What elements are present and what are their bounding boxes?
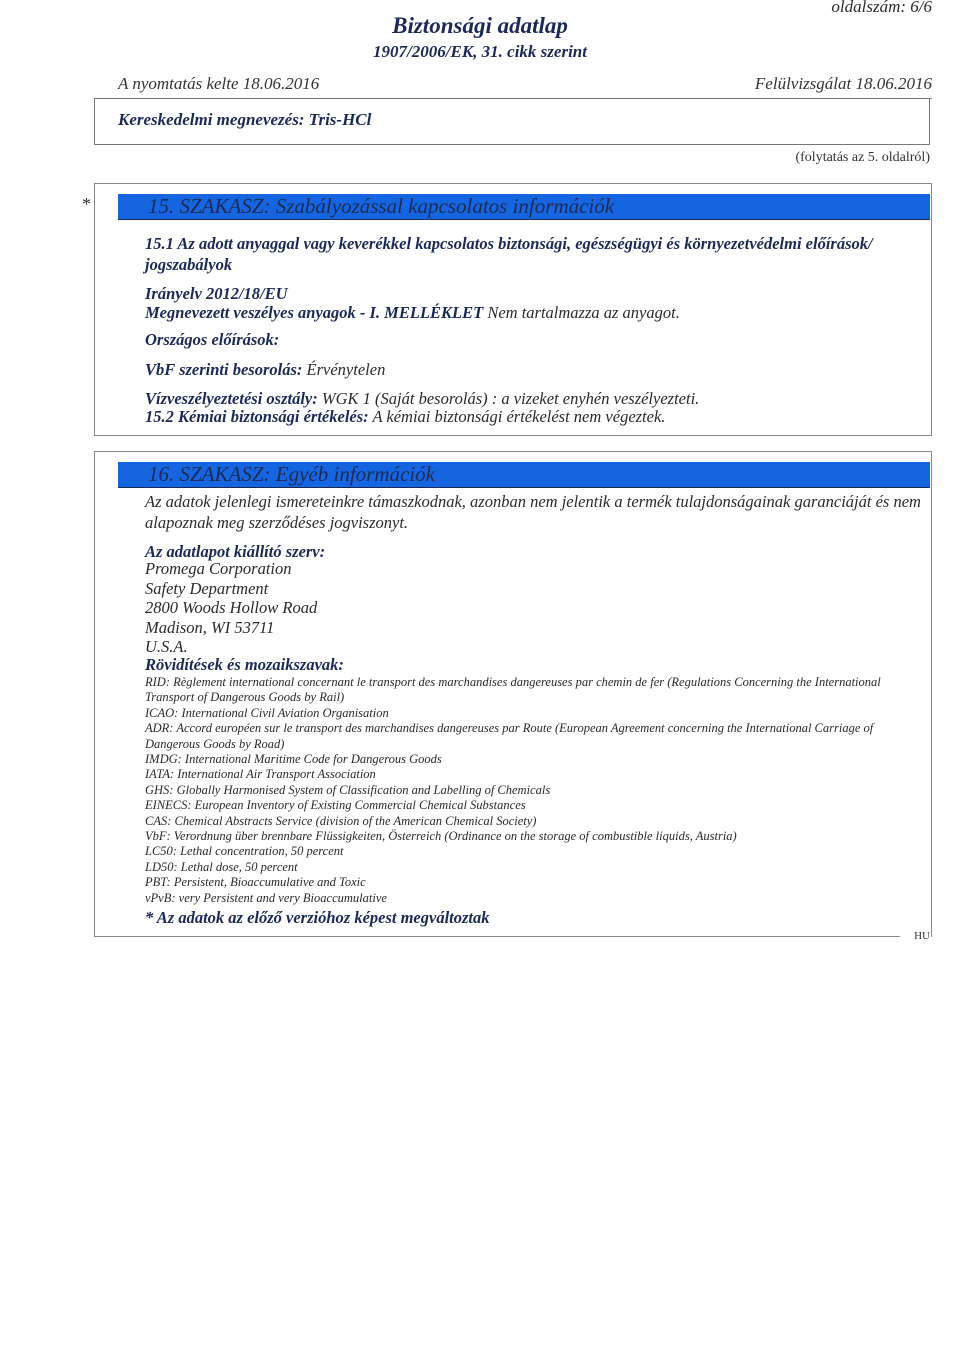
abbreviation-item: GHS: Globally Harmonised System of Classification and Labelling of Chemicals [145, 782, 551, 797]
named-substances-value: Nem tartalmazza az anyagot. [487, 303, 680, 322]
abbreviation-item: EINECS: European Inventory of Existing Commercial Chemical Substances [145, 798, 526, 813]
document-title: Biztonsági adatlap [392, 13, 568, 38]
named-substances-label: Megnevezett veszélyes anyagok - I. MELLÉKLET [145, 303, 484, 322]
document-subtitle: 1907/2006/EK, 31. cikk szerint [373, 42, 587, 61]
abbreviation-item: VbF: Verordnung über brennbare Flüssigkeiten, Österreich (Ordinance on the storage of combustible liquids, Austria) [145, 829, 737, 844]
issuer-heading: Az adatlapot kiállító szerv: [145, 542, 326, 561]
section-15-1-heading: 15.1 Az adott anyaggal vagy keverékkel kapcsolatos biztonsági, egészségügyi és környezetvédelmi előírások/ jogszabályok [145, 234, 873, 274]
csa-value: A kémiai biztonsági értékelést nem végeztek. [372, 407, 666, 426]
page-number: oldalszám: 6/6 [831, 0, 932, 16]
wgk-label: Vízveszélyeztetési osztály: [145, 389, 318, 408]
abbreviation-item: ADR: Accord européen sur le transport des marchandises dangereuses par Route (European Agreement concerning the International Carriage of Dangerous Goods by Road) [145, 721, 874, 751]
abbreviation-item: IATA: International Air Transport Association [145, 767, 376, 782]
abbreviation-item: CAS: Chemical Abstracts Service (division of the American Chemical Society) [145, 813, 537, 828]
vbf-label: VbF szerinti besorolás: [145, 360, 303, 379]
section-16-title: 16. SZAKASZ: Egyéb információk [148, 462, 435, 486]
trade-name: Kereskedelmi megnevezés: Tris-HCl [118, 110, 372, 129]
issuer-line: U.S.A. [145, 637, 188, 656]
named-substances-row [145, 302, 930, 323]
print-date: A nyomtatás kelte 18.06.2016 [118, 74, 320, 93]
vbf-value: Érvénytelen [306, 360, 386, 379]
abbreviations-heading: Rövidítések és mozaikszavak: [145, 655, 344, 674]
abbreviation-item: PBT: Persistent, Bioaccumulative and Toxic [145, 875, 366, 890]
issuer-line: Promega Corporation [145, 559, 292, 578]
abbreviation-item: IMDG: International Maritime Code for Dangerous Goods [145, 752, 442, 767]
language-code: HU [914, 930, 930, 942]
csa-row [145, 406, 930, 427]
abbreviation-item: vPvB: very Persistent and very Bioaccumulative [145, 890, 387, 905]
wgk-value: WGK 1 (Saját besorolás) : a vizeket enyhén veszélyezteti. [321, 389, 700, 408]
revision-date: Felülvizsgálat 18.06.2016 [754, 74, 932, 93]
abbreviation-item: LD50: Lethal dose, 50 percent [145, 859, 298, 874]
footer-divider [94, 936, 900, 937]
abbreviation-item: ICAO: International Civil Aviation Organisation [145, 705, 389, 720]
abbreviation-item: RID: Règlement international concernant le transport des marchandises dangereuses par chemin de fer (Regulations Concerning the International Transport of Dangerous Goods by Rail) [145, 675, 881, 705]
abbreviations-list [145, 675, 930, 906]
issuer-line: Madison, WI 53711 [145, 617, 275, 637]
issuer-address [145, 559, 930, 657]
abbreviation-item: LC50: Lethal concentration, 50 percent [145, 844, 344, 859]
disclaimer-text: Az adatok jelenlegi ismereteinkre támaszkodnak, azonban nem jelentik a termék tulajdonságainak garanciáját és nem alapoznak meg szerződéses jogviszonyt. [145, 492, 921, 532]
section-15-title: 15. SZAKASZ: Szabályozással kapcsolatos információk [148, 194, 615, 218]
issuer-line: Safety Department [145, 578, 269, 598]
directive: Irányelv 2012/18/EU [145, 284, 288, 303]
continuation-note: (folytatás az 5. oldalról) [795, 150, 930, 165]
issuer-line: 2800 Woods Hollow Road [145, 598, 318, 617]
changed-marker: * [82, 194, 91, 214]
changed-note: * Az adatok az előző verzióhoz képest megváltoztak [145, 908, 490, 927]
national-regulations-heading: Országos előírások: [145, 330, 280, 349]
csa-label: 15.2 Kémiai biztonsági értékelés: [145, 407, 369, 426]
vbf-row [145, 359, 930, 380]
